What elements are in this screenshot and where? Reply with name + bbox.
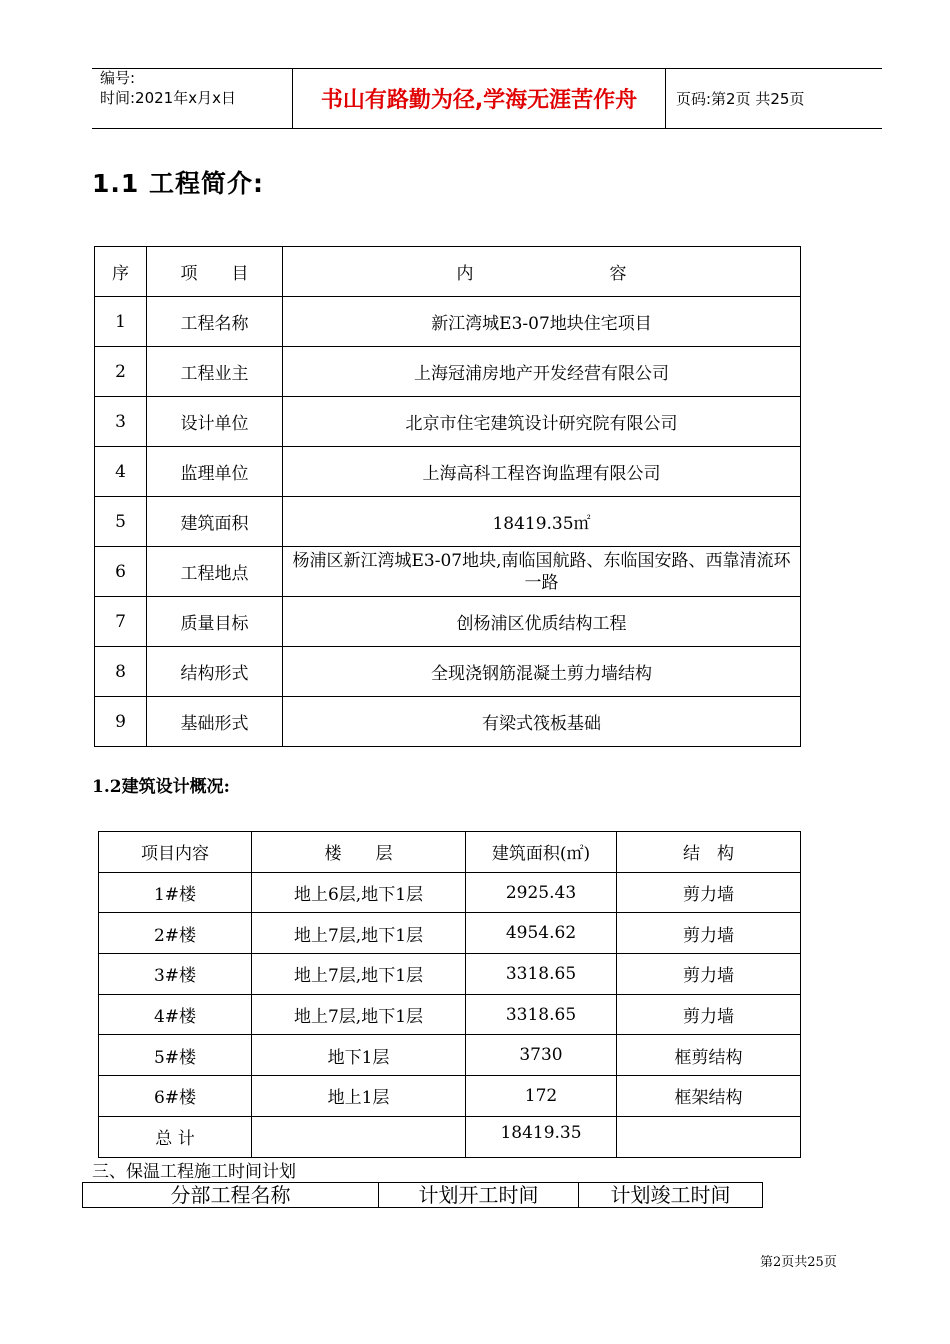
col-header-structure: 结 构 — [617, 832, 801, 873]
row-item: 监理单位 — [147, 447, 283, 497]
row-item: 工程地点 — [147, 547, 283, 597]
header-bottom-rule — [92, 128, 882, 129]
row-floors: 地上7层,地下1层 — [252, 954, 466, 995]
table-header-row — [83, 1183, 763, 1208]
row-seq: 2 — [95, 347, 147, 397]
row-seq: 7 — [95, 597, 147, 647]
row-content: 新江湾城E3-07地块住宅项目 — [283, 297, 801, 347]
row-content: 上海高科工程咨询监理有限公司 — [283, 447, 801, 497]
row-content: 上海冠浦房地产开发经营有限公司 — [283, 347, 801, 397]
row-item: 建筑面积 — [147, 497, 283, 547]
row-area: 3318.65 — [466, 954, 617, 995]
col-header-area: 建筑面积(㎡) — [466, 832, 617, 873]
row-floors: 地上7层,地下1层 — [252, 994, 466, 1035]
row-structure: 剪力墙 — [617, 994, 801, 1035]
row-structure: 框剪结构 — [617, 1035, 801, 1076]
row-seq: 9 — [95, 697, 147, 747]
table-header-row — [95, 247, 801, 297]
row-structure: 剪力墙 — [617, 954, 801, 995]
building-design-table — [98, 831, 801, 1158]
header-meta — [100, 68, 290, 108]
row-structure — [617, 1116, 801, 1157]
row-content: 杨浦区新江湾城E3-07地块,南临国航路、东临国安路、西靠清流环一路 — [283, 547, 801, 597]
row-item: 结构形式 — [147, 647, 283, 697]
section2-title: 1.2建筑设计概况: — [92, 777, 230, 797]
row-content: 创杨浦区优质结构工程 — [283, 597, 801, 647]
table-row — [95, 597, 801, 647]
row-area: 2925.43 — [466, 872, 617, 913]
row-building: 5#楼 — [99, 1035, 252, 1076]
table-row — [99, 954, 801, 995]
header-divider-left — [292, 68, 293, 128]
table-row — [95, 297, 801, 347]
section1-title: 1.1 工程简介: — [92, 169, 264, 198]
col-header-planned-start: 计划开工时间 — [379, 1183, 579, 1208]
row-content: 18419.35㎡ — [283, 497, 801, 547]
col-header-content: 内 容 — [283, 247, 801, 297]
row-area: 4954.62 — [466, 913, 617, 954]
row-seq: 4 — [95, 447, 147, 497]
project-overview-table — [94, 246, 801, 747]
row-area: 3730 — [466, 1035, 617, 1076]
col-header-floors: 楼 层 — [252, 832, 466, 873]
row-floors: 地上1层 — [252, 1076, 466, 1117]
row-seq: 1 — [95, 297, 147, 347]
table-row — [95, 497, 801, 547]
table-row — [99, 872, 801, 913]
row-building: 6#楼 — [99, 1076, 252, 1117]
row-structure: 剪力墙 — [617, 913, 801, 954]
table-row — [95, 697, 801, 747]
table-row — [99, 1076, 801, 1117]
row-floors: 地上6层,地下1层 — [252, 872, 466, 913]
section3-title: 三、保温工程施工时间计划 — [92, 1162, 296, 1182]
col-header-planned-end: 计划竣工时间 — [579, 1183, 763, 1208]
col-header-item: 项 目 — [147, 247, 283, 297]
row-content: 全现浇钢筋混凝土剪力墙结构 — [283, 647, 801, 697]
header-number-label: 编号: — [100, 69, 136, 87]
col-header-seq: 序 — [95, 247, 147, 297]
row-item: 工程名称 — [147, 297, 283, 347]
row-building: 2#楼 — [99, 913, 252, 954]
table-row — [95, 397, 801, 447]
row-building: 4#楼 — [99, 994, 252, 1035]
table-row — [95, 447, 801, 497]
row-area: 3318.65 — [466, 994, 617, 1035]
row-item: 设计单位 — [147, 397, 283, 447]
footer-page-label: 第2页共25页 — [760, 1255, 837, 1270]
row-structure: 剪力墙 — [617, 872, 801, 913]
table-total-row — [99, 1116, 801, 1157]
table-row — [99, 994, 801, 1035]
col-header-subproject: 分部工程名称 — [83, 1183, 379, 1208]
header-motto: 书山有路勤为径,学海无涯苦作舟 — [320, 87, 638, 113]
row-seq: 6 — [95, 547, 147, 597]
header-page-label: 页码:第2页 共25页 — [676, 90, 805, 108]
table-header-row — [99, 832, 801, 873]
table-row — [99, 1035, 801, 1076]
table-row — [95, 547, 801, 597]
table-row — [95, 647, 801, 697]
row-item: 质量目标 — [147, 597, 283, 647]
row-item: 工程业主 — [147, 347, 283, 397]
insulation-schedule-table — [82, 1182, 763, 1208]
row-content: 有梁式筏板基础 — [283, 697, 801, 747]
row-item: 基础形式 — [147, 697, 283, 747]
table-row — [95, 347, 801, 397]
row-floors: 地下1层 — [252, 1035, 466, 1076]
row-area: 18419.35 — [466, 1116, 617, 1157]
row-building: 1#楼 — [99, 872, 252, 913]
row-structure: 框架结构 — [617, 1076, 801, 1117]
header-time-label: 时间:2021年x月x日 — [100, 89, 236, 107]
table-row — [99, 913, 801, 954]
row-floors — [252, 1116, 466, 1157]
row-content: 北京市住宅建筑设计研究院有限公司 — [283, 397, 801, 447]
row-seq: 3 — [95, 397, 147, 447]
row-seq: 8 — [95, 647, 147, 697]
row-floors: 地上7层,地下1层 — [252, 913, 466, 954]
row-seq: 5 — [95, 497, 147, 547]
row-building: 总 计 — [99, 1116, 252, 1157]
header-divider-right — [665, 68, 666, 128]
row-area: 172 — [466, 1076, 617, 1117]
col-header-item: 项目内容 — [99, 832, 252, 873]
row-building: 3#楼 — [99, 954, 252, 995]
